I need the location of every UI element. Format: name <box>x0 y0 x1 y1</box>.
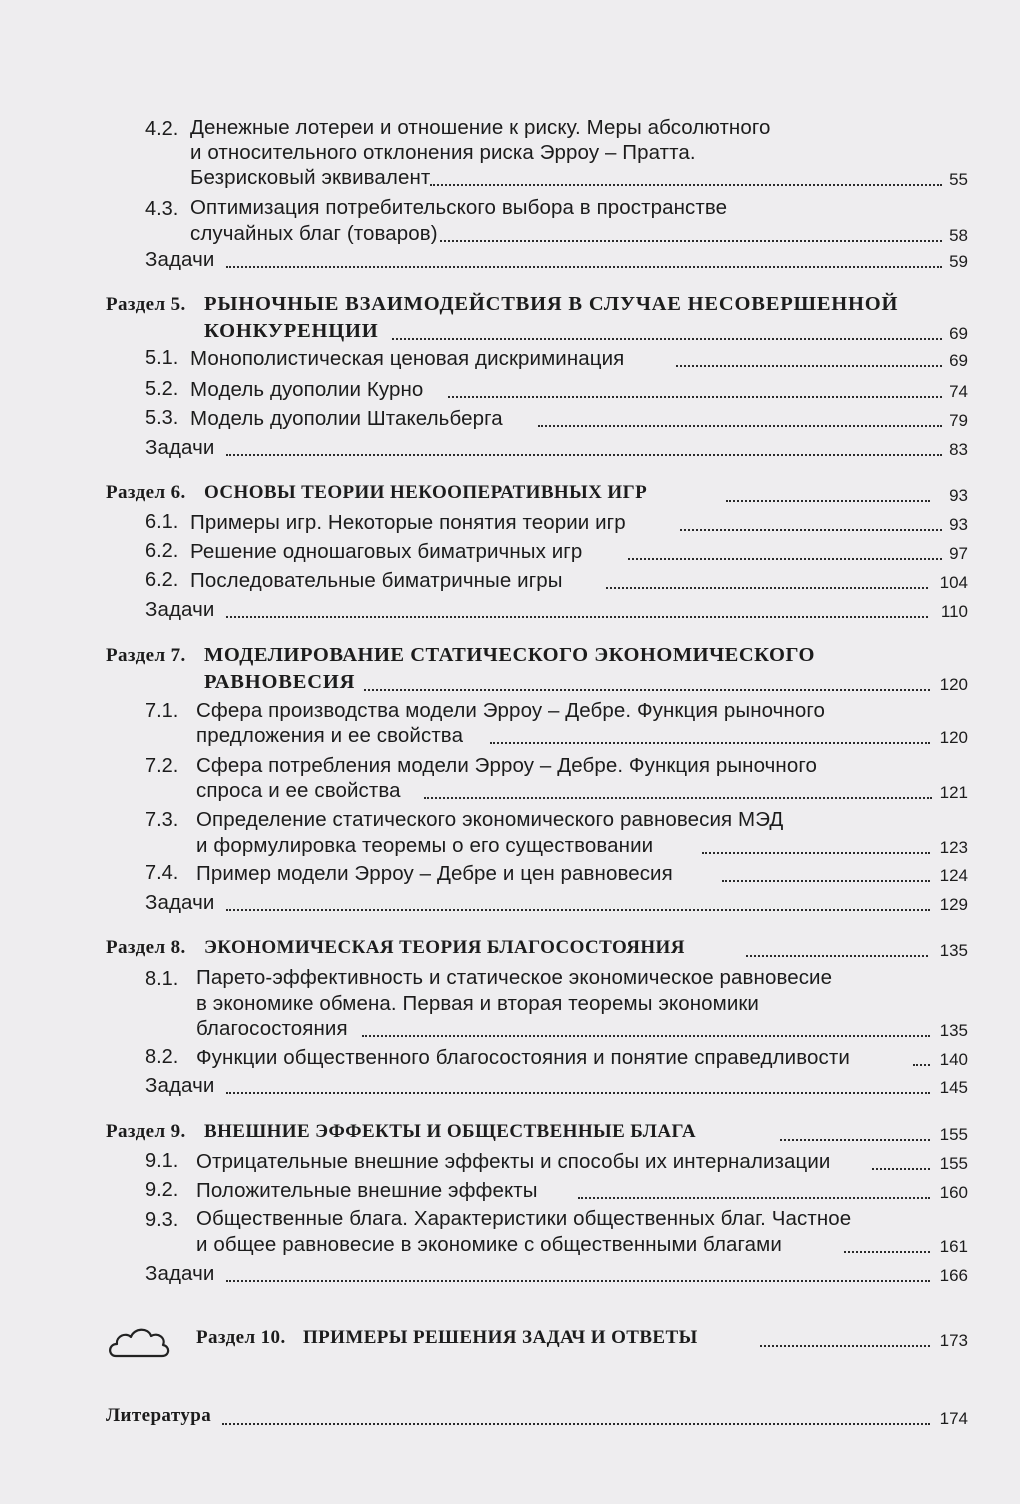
entry-title: Последовательные биматричные игры <box>190 569 563 592</box>
section-title: ОСНОВЫ ТЕОРИИ НЕКООПЕРАТИВНЫХ ИГР <box>204 482 648 503</box>
dot-leader <box>676 365 942 367</box>
entry-title-line: Безрисковый эквивалент <box>190 166 431 189</box>
entry-title: Задачи <box>145 1262 215 1285</box>
entry-number: 5.2. <box>145 378 179 400</box>
section-prefix: Раздел 7. <box>106 645 186 666</box>
entry-number: 9.3. <box>145 1209 179 1231</box>
entry-title: Модель дуополии Курно <box>190 378 424 401</box>
section-prefix: Раздел 5. <box>106 294 186 315</box>
entry-title: Задачи <box>145 1074 215 1097</box>
page-number: 79 <box>949 411 968 430</box>
entry-number: 8.1. <box>145 968 179 990</box>
entry-number: 9.2. <box>145 1179 179 1201</box>
page-number: 83 <box>949 440 968 459</box>
dot-leader <box>760 1345 930 1347</box>
entry-title-line: Оптимизация потребительского выбора в пространстве <box>190 196 728 219</box>
page-number: 129 <box>939 895 968 914</box>
entry-title-line: Парето-эффективность и статическое экономическое равновесие <box>196 966 833 989</box>
section-prefix: Раздел 8. <box>106 937 186 958</box>
page-number: 74 <box>949 382 968 401</box>
entry-title-line: Общественные блага. Характеристики общественных благ. Частное <box>196 1207 852 1230</box>
entry-number: 7.2. <box>145 755 179 777</box>
page-number: 135 <box>939 1021 968 1040</box>
entry-title-line: Сфера потребления модели Эрроу – Дебре. Функция рыночного <box>196 754 817 777</box>
entry-number: 8.2. <box>145 1046 179 1068</box>
entry-title: Отрицательные внешние эффекты и способы их интернализации <box>196 1150 831 1173</box>
dot-leader <box>913 1064 930 1066</box>
entry-title: Задачи <box>145 598 215 621</box>
dot-leader <box>578 1197 930 1199</box>
entry-title: Монополистическая ценовая дискриминация <box>190 347 625 370</box>
page-number: 135 <box>939 941 968 960</box>
dot-leader <box>538 425 942 427</box>
entry-number: 6.2. <box>145 569 179 591</box>
entry-title: Положительные внешние эффекты <box>196 1179 538 1202</box>
dot-leader <box>364 689 930 691</box>
entry-title-line: благосостояния <box>196 1017 348 1040</box>
section-title: Литература <box>106 1405 212 1426</box>
dot-leader <box>606 587 928 589</box>
dot-leader <box>844 1251 930 1253</box>
entry-title: Задачи <box>145 248 215 271</box>
page-number: 121 <box>939 783 968 802</box>
entry-title: Модель дуополии Штакельберга <box>190 407 503 430</box>
page-number: 110 <box>940 602 968 621</box>
entry-number: 4.2. <box>145 118 179 140</box>
dot-leader <box>226 1092 930 1094</box>
entry-title: Задачи <box>145 891 215 914</box>
page-number: 120 <box>939 728 968 747</box>
entry-title-line: предложения и ее свойства <box>196 724 464 747</box>
page-number: 69 <box>949 351 968 370</box>
dot-leader <box>702 852 930 854</box>
entry-number: 5.3. <box>145 407 179 429</box>
dot-leader <box>726 500 930 502</box>
dot-leader <box>448 396 942 398</box>
section-prefix: Раздел 9. <box>106 1121 186 1142</box>
entry-number: 6.2. <box>145 540 179 562</box>
dot-leader <box>780 1139 930 1141</box>
dot-leader <box>226 616 928 618</box>
page-number: 145 <box>939 1078 968 1097</box>
page-number: 104 <box>939 573 968 592</box>
page-number: 140 <box>939 1050 968 1069</box>
dot-leader <box>872 1168 930 1170</box>
entry-title-line: и формулировка теоремы о его существовании <box>196 834 654 857</box>
dot-leader <box>628 558 942 560</box>
entry-number: 7.1. <box>145 700 179 722</box>
entry-title: Задачи <box>145 436 215 459</box>
dot-leader <box>226 1280 930 1282</box>
section-title: ЭКОНОМИЧЕСКАЯ ТЕОРИЯ БЛАГОСОСТОЯНИЯ <box>204 937 685 958</box>
page-number: 160 <box>939 1183 968 1202</box>
page-number: 55 <box>949 170 968 189</box>
entry-title-line: спроса и ее свойства <box>196 779 401 802</box>
entry-number: 4.3. <box>145 198 179 220</box>
dot-leader <box>424 797 932 799</box>
dot-leader <box>440 240 942 242</box>
page-number: 123 <box>939 838 968 857</box>
entry-number: 7.3. <box>145 809 179 831</box>
entry-title-line: и относительного отклонения риска Эрроу – Пратта. <box>190 141 696 164</box>
entry-number: 9.1. <box>145 1150 179 1172</box>
section-title: ПРИМЕРЫ РЕШЕНИЯ ЗАДАЧ И ОТВЕТЫ <box>303 1327 698 1348</box>
dot-leader <box>222 1423 930 1425</box>
section-title-line: МОДЕЛИРОВАНИЕ СТАТИЧЕСКОГО ЭКОНОМИЧЕСКОГО <box>204 644 815 666</box>
entry-title-line: Определение статического экономического равновесия МЭД <box>196 808 784 831</box>
page-number: 58 <box>949 226 968 245</box>
entry-title-line: Денежные лотереи и отношение к риску. Меры абсолютного <box>190 116 771 139</box>
dot-leader <box>490 742 930 744</box>
page-number: 155 <box>939 1154 968 1173</box>
entry-number: 7.4. <box>145 862 179 884</box>
section-title-line: РЫНОЧНЫЕ ВЗАИМОДЕЙСТВИЯ В СЛУЧАЕ НЕСОВЕРШЕННОЙ <box>204 293 899 315</box>
page-number: 93 <box>949 515 968 534</box>
page-number: 161 <box>939 1237 968 1256</box>
section-prefix: Раздел 10. <box>196 1327 286 1348</box>
entry-title: Пример модели Эрроу – Дебре и цен равновесия <box>196 862 673 885</box>
page-number: 59 <box>949 252 968 271</box>
dot-leader <box>746 955 928 957</box>
entry-title-line: в экономике обмена. Первая и вторая теоремы экономики <box>196 992 759 1015</box>
entry-number: 6.1. <box>145 511 179 533</box>
page-number: 174 <box>939 1409 968 1428</box>
page-number: 93 <box>949 486 968 505</box>
cloud-icon <box>106 1322 172 1362</box>
entry-title: Примеры игр. Некоторые понятия теории игр <box>190 511 626 534</box>
dot-leader <box>430 184 942 186</box>
section-title-line: РАВНОВЕСИЯ <box>204 671 356 693</box>
section-title-line: КОНКУРЕНЦИИ <box>204 320 379 342</box>
page-number: 166 <box>939 1266 968 1285</box>
page-number: 155 <box>939 1125 968 1144</box>
entry-number: 5.1. <box>145 347 179 369</box>
dot-leader <box>226 266 942 268</box>
dot-leader <box>226 909 930 911</box>
entry-title-line: случайных благ (товаров) <box>190 222 438 245</box>
dot-leader <box>362 1035 930 1037</box>
dot-leader <box>722 880 930 882</box>
entry-title: Решение одношаговых биматричных игр <box>190 540 583 563</box>
section-prefix: Раздел 6. <box>106 482 186 503</box>
dot-leader <box>392 338 942 340</box>
entry-title-line: и общее равновесие в экономике с общественными благами <box>196 1233 782 1256</box>
page-number: 69 <box>949 324 968 343</box>
page-number: 173 <box>939 1331 968 1350</box>
page-number: 120 <box>939 675 968 694</box>
page-number: 97 <box>949 544 968 563</box>
entry-title: Функции общественного благосостояния и понятие справедливости <box>196 1046 850 1069</box>
page-number: 124 <box>939 866 968 885</box>
dot-leader <box>680 529 942 531</box>
entry-title-line: Сфера производства модели Эрроу – Дебре. Функция рыночного <box>196 699 826 722</box>
section-title: ВНЕШНИЕ ЭФФЕКТЫ И ОБЩЕСТВЕННЫЕ БЛАГА <box>204 1121 697 1142</box>
dot-leader <box>226 454 942 456</box>
